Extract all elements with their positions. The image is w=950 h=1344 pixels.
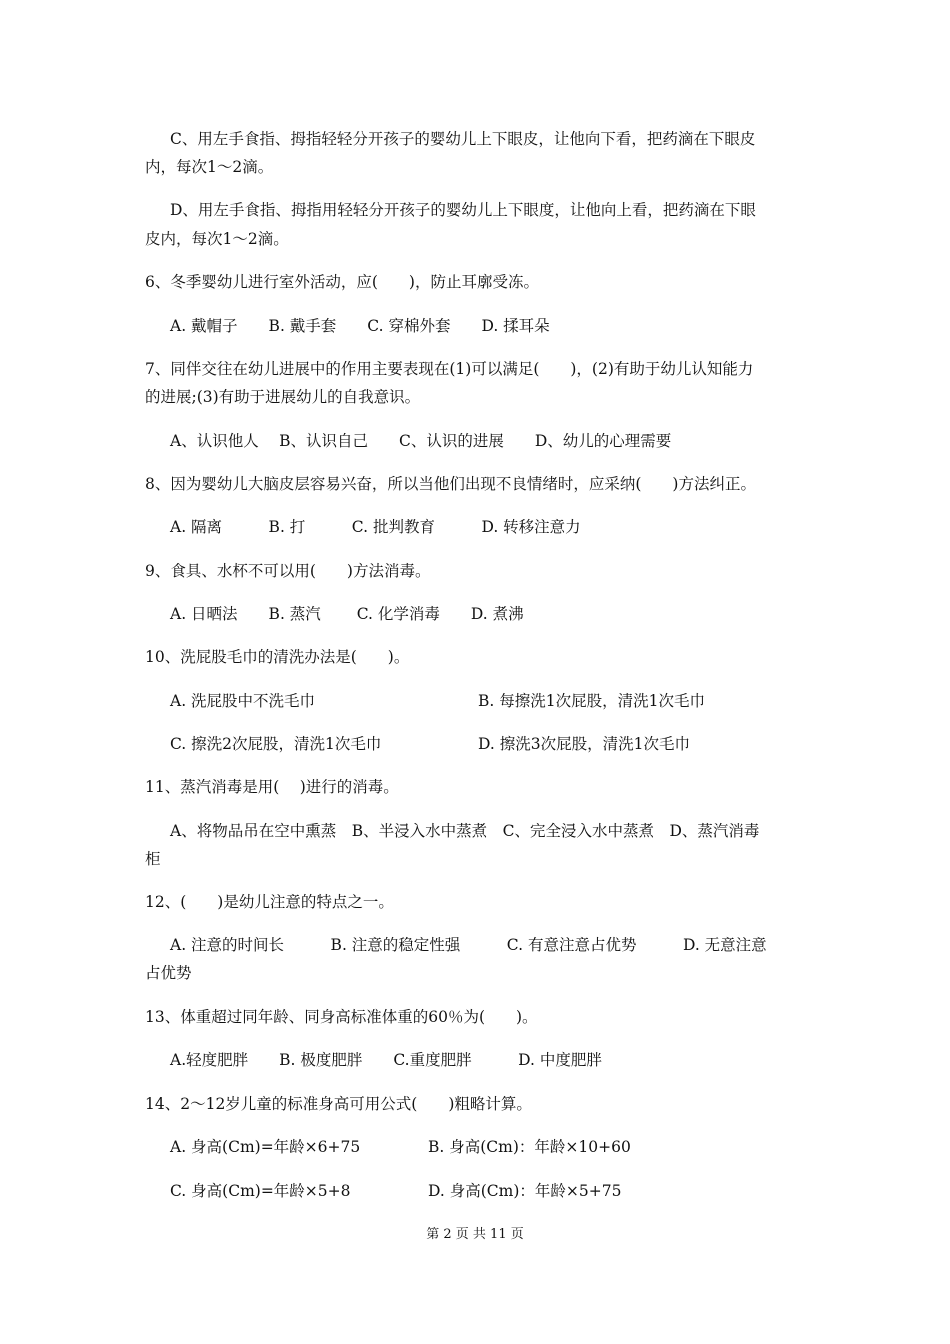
question-14-option-d: D. 身高(Cm)：年龄×5+75 bbox=[428, 1182, 622, 1200]
question-9-options: A. 日晒法 B. 蒸汽 C. 化学消毒 D. 煮沸 bbox=[170, 605, 524, 623]
question-7-options: A、认识他人 B、认识自己 C、认识的进展 D、幼儿的心理需要 bbox=[170, 432, 672, 450]
question-10-option-d: D. 擦洗3次屁股，清洗1次毛巾 bbox=[478, 735, 690, 753]
question-14: 14、2～12岁儿童的标准身高可用公式( )粗略计算。 bbox=[145, 1095, 532, 1113]
question-7-line2: 的进展;(3)有助于进展幼儿的自我意识。 bbox=[145, 388, 421, 406]
question-12-options-line2: 占优势 bbox=[145, 964, 192, 982]
page-footer: 第 2 页 共 11 页 bbox=[426, 1227, 524, 1242]
question-11: 11、蒸汽消毒是用( )进行的消毒。 bbox=[145, 778, 399, 796]
question-6-options: A. 戴帽子 B. 戴手套 C. 穿棉外套 D. 揉耳朵 bbox=[170, 317, 550, 335]
question-13-options: A.轻度肥胖 B. 极度肥胖 C.重度肥胖 D. 中度肥胖 bbox=[170, 1051, 602, 1069]
question-10: 10、洗屁股毛巾的清洗办法是( )。 bbox=[145, 648, 410, 666]
question-14-option-a: A. 身高(Cm)=年龄×6+75 bbox=[170, 1138, 361, 1156]
question-11-options-line1: A、将物品吊在空中熏蒸 B、半浸入水中蒸煮 C、完全浸入水中蒸煮 D、蒸汽消毒 bbox=[170, 822, 760, 840]
question-11-options-line2: 柜 bbox=[145, 850, 161, 868]
question-13: 13、体重超过同年龄、同身高标准体重的60％为( )。 bbox=[145, 1008, 538, 1026]
question-10-option-a: A. 洗屁股中不洗毛巾 bbox=[170, 692, 316, 710]
question-14-option-c: C. 身高(Cm)=年龄×5+8 bbox=[170, 1182, 351, 1200]
question-6: 6、冬季婴幼儿进行室外活动，应( )，防止耳廓受冻。 bbox=[145, 273, 539, 291]
question-9: 9、食具、水杯不可以用( )方法消毒。 bbox=[145, 562, 431, 580]
q5-option-c-line2: 内，每次1～2滴。 bbox=[145, 158, 274, 176]
q5-option-d-line1: D、用左手食指、拇指用轻轻分开孩子的婴幼儿上下眼度，让他向上看，把药滴在下眼 bbox=[170, 201, 756, 219]
question-14-option-b: B. 身高(Cm)：年龄×10+60 bbox=[428, 1138, 631, 1156]
question-7-line1: 7、同伴交往在幼儿进展中的作用主要表现在(1)可以满足( )，(2)有助于幼儿认知能力 bbox=[145, 360, 754, 378]
q5-option-d-line2: 皮内，每次1～2滴。 bbox=[145, 230, 289, 248]
question-10-option-b: B. 每擦洗1次屁股，清洗1次毛巾 bbox=[478, 692, 705, 710]
question-12: 12、( )是幼儿注意的特点之一。 bbox=[145, 893, 394, 911]
q5-option-c-line1: C、用左手食指、拇指轻轻分开孩子的婴幼儿上下眼皮，让他向下看，把药滴在下眼皮 bbox=[170, 130, 756, 148]
question-8-options: A. 隔离 B. 打 C. 批判教育 D. 转移注意力 bbox=[170, 518, 581, 536]
question-8: 8、因为婴幼儿大脑皮层容易兴奋，所以当他们出现不良情绪时，应采纳( )方法纠正。 bbox=[145, 475, 756, 493]
question-10-option-c: C. 擦洗2次屁股，清洗1次毛巾 bbox=[170, 735, 382, 753]
question-12-options-line1: A. 注意的时间长 B. 注意的稳定性强 C. 有意注意占优势 D. 无意注意 bbox=[170, 936, 767, 954]
